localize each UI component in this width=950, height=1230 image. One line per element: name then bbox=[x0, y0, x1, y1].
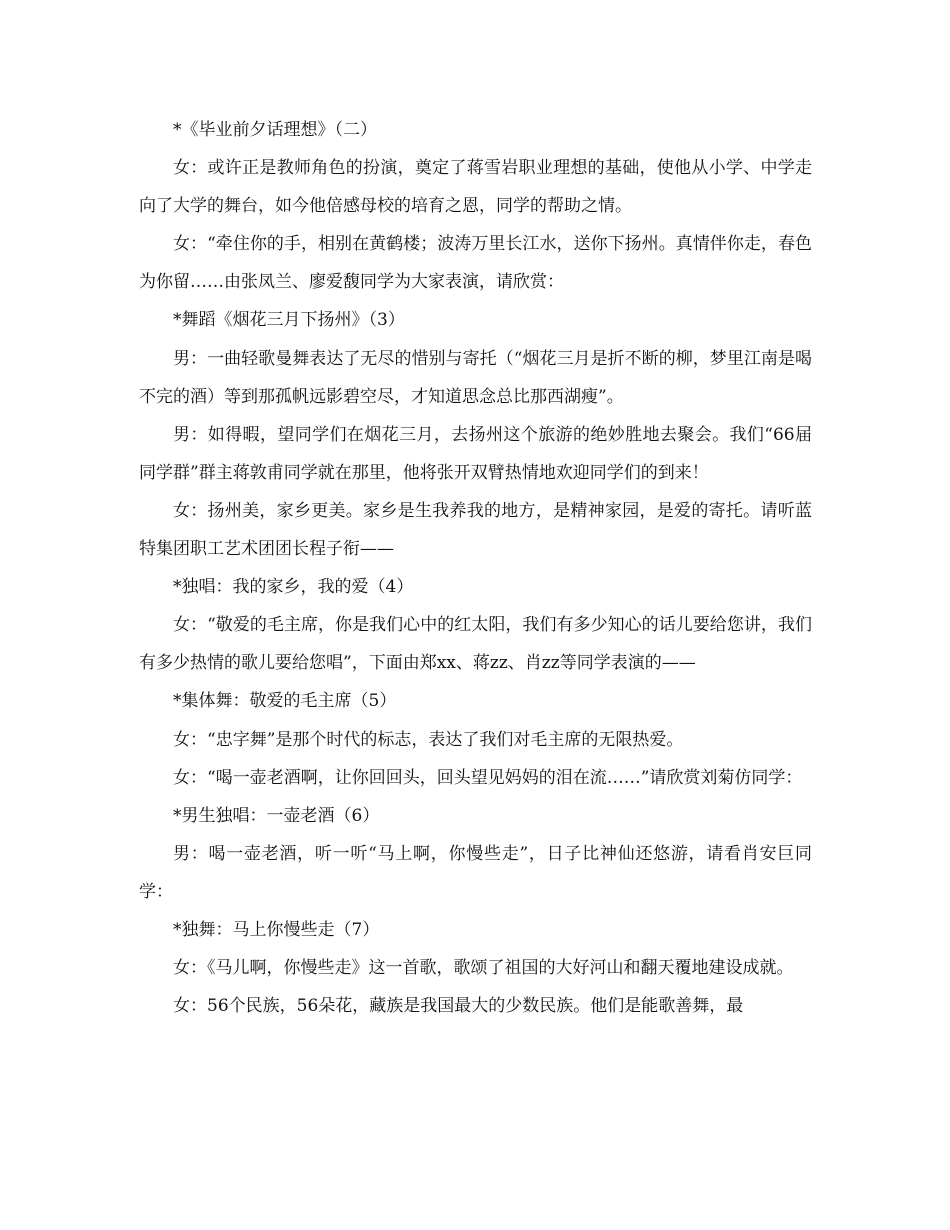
paragraph: 女：扬州美，家乡更美。家乡是生我养我的地方，是精神家园，是爱的寄托。请听蓝特集团职工艺术团团长程子衔—— bbox=[139, 500, 812, 560]
paragraph: 男：一曲轻歌曼舞表达了无尽的惜别与寄托（“烟花三月是折不断的柳，梦里江南是喝不完的酒）等到那孤帆远影碧空尽，才知道思念总比那西湖瘦”。 bbox=[139, 348, 812, 407]
paragraph: 女：56个民族，56朵花，藏族是我国最大的少数民族。他们是能歌善舞，最 bbox=[173, 996, 744, 1017]
program-item: *舞蹈《烟花三月下扬州》（3） bbox=[173, 310, 405, 331]
paragraph: 女：“忠字舞”是那个时代的标志，表达了我们对毛主席的无限热爱。 bbox=[173, 729, 684, 750]
document-body bbox=[139, 111, 812, 1025]
section-heading: *《毕业前夕话理想》（二） bbox=[173, 120, 377, 140]
program-item: *独舞：马上你慢些走（7） bbox=[173, 919, 380, 940]
program-item: *独唱：我的家乡，我的爱（4） bbox=[173, 577, 414, 598]
paragraph: 男：如得暇，望同学们在烟花三月，去扬州这个旅游的绝妙胜地去聚会。我们“66届同学群”群主蒋敦甫同学就在那里，他将张开双臂热情地欢迎同学们的到来！ bbox=[139, 424, 812, 483]
paragraph: 女：《马儿啊，你慢些走》这一首歌，歌颂了祖国的大好河山和翻天覆地建设成就。 bbox=[173, 958, 794, 979]
paragraph: 女：“牵住你的手，相别在黄鹤楼；波涛万里长江水，送你下扬州。真情伴你走，春色为你留……由张凤兰、廖爱馥同学为大家表演，请欣赏： bbox=[139, 234, 812, 293]
paragraph: 女：“喝一壶老酒啊，让你回回头，回头望见妈妈的泪在流……”请欣赏刘菊仿同学： bbox=[173, 767, 803, 788]
paragraph: 男：喝一壶老酒，听一听“马上啊，你慢些走”，日子比神仙还悠游，请看肖安巨同学： bbox=[139, 843, 812, 902]
program-item: *男生独唱：一壶老酒（6） bbox=[173, 805, 380, 826]
paragraph: 女：或许正是教师角色的扮演，奠定了蒋雪岩职业理想的基础，使他从小学、中学走向了大学的舞台，如今他倍感母校的培育之恩，同学的帮助之情。 bbox=[139, 158, 812, 217]
program-item: *集体舞：敬爱的毛主席（5） bbox=[173, 691, 397, 712]
paragraph: 女：“敬爱的毛主席，你是我们心中的红太阳，我们有多少知心的话儿要给您讲，我们有多少热情的歌儿要给您唱”，下面由郑xx、蒋zz、肖zz等同学表演的—— bbox=[139, 615, 812, 674]
